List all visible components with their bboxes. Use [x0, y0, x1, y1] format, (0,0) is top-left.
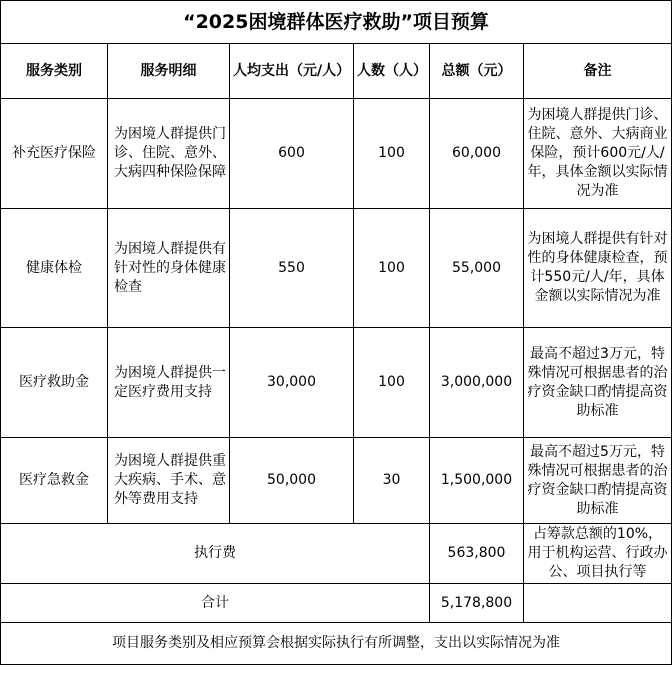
row-per-capita: 550 — [230, 209, 354, 328]
table-row — [1, 438, 672, 524]
row-total: 1,500,000 — [430, 438, 524, 524]
execution-total: 563,800 — [430, 524, 524, 584]
row-count: 30 — [354, 438, 430, 524]
header-note: 备注 — [524, 44, 672, 99]
header-per-capita: 人均支出（元/人） — [230, 44, 354, 99]
row-detail: 为困境人群提供门诊、住院、意外、大病四种保险保障 — [108, 99, 230, 209]
sum-total: 5,178,800 — [430, 584, 524, 623]
row-detail: 为困境人群提供重大疾病、手术、意外等费用支持 — [108, 438, 230, 524]
header-category: 服务类别 — [1, 44, 108, 99]
header-detail: 服务明细 — [108, 44, 230, 99]
row-total: 55,000 — [430, 209, 524, 328]
row-per-capita: 30,000 — [230, 328, 354, 438]
row-category: 补充医疗保险 — [1, 99, 108, 209]
row-detail: 为困境人群提供一定医疗费用支持 — [108, 328, 230, 438]
row-category: 医疗救助金 — [1, 328, 108, 438]
execution-label: 执行费 — [1, 524, 430, 584]
row-total: 60,000 — [430, 99, 524, 209]
row-count: 100 — [354, 209, 430, 328]
row-count: 100 — [354, 328, 430, 438]
header-count: 人数（人） — [354, 44, 430, 99]
row-note: 为困境人群提供门诊、住院、意外、大病商业保险，预计600元/人/年，具体金额以实际情况为准 — [524, 99, 672, 209]
row-count: 100 — [354, 99, 430, 209]
row-note: 为困境人群提供有针对性的身体健康检查，预计550元/人/年，具体金额以实际情况为准 — [524, 209, 672, 328]
table-row — [1, 209, 672, 328]
footer-note: 项目服务类别及相应预算会根据实际执行有所调整，支出以实际情况为准 — [1, 623, 672, 665]
row-total: 3,000,000 — [430, 328, 524, 438]
table-row — [1, 99, 672, 209]
row-note: 最高不超过3万元，特殊情况可根据患者的治疗资金缺口酌情提高资助标准 — [524, 328, 672, 438]
execution-row — [1, 524, 672, 584]
header-row — [1, 44, 672, 99]
table-title: “2025困境群体医疗救助”项目预算 — [1, 1, 672, 44]
row-per-capita: 50,000 — [230, 438, 354, 524]
row-note: 最高不超过5万元，特殊情况可根据患者的治疗资金缺口酌情提高资助标准 — [524, 438, 672, 524]
header-total: 总额（元） — [430, 44, 524, 99]
sum-row — [1, 584, 672, 623]
sum-note-empty — [524, 584, 672, 623]
sum-label: 合计 — [1, 584, 430, 623]
row-per-capita: 600 — [230, 99, 354, 209]
row-category: 医疗急救金 — [1, 438, 108, 524]
row-category: 健康体检 — [1, 209, 108, 328]
row-detail: 为困境人群提供有针对性的身体健康检查 — [108, 209, 230, 328]
execution-note: 占筹款总额的10%，用于机构运营、行政办公、项目执行等 — [524, 524, 672, 584]
table-row — [1, 328, 672, 438]
